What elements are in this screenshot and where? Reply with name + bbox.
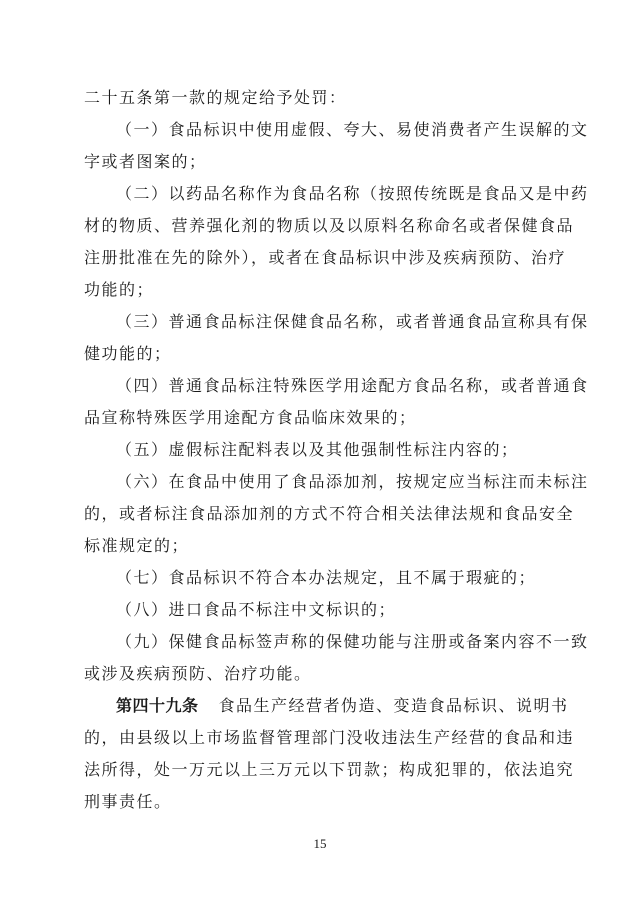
list-item-2-line-4: 功能的； — [84, 280, 155, 299]
article-49-line-1 — [84, 690, 569, 722]
text-line: 二十五条第一款的规定给予处罚： — [84, 88, 347, 107]
list-item-2-line-3: 注册批准在先的除外），或者在食品标识中涉及疾病预防、治疗 — [84, 248, 567, 267]
list-item-6-line-2: 的，或者标注食品添加剂的方式不符合相关法律法规和食品安全 — [84, 504, 575, 523]
article-49-line-4: 刑事责任。 — [84, 792, 172, 811]
list-item-3-line-1: （三）普通食品标注保健食品名称，或者普通食品宣称具有保 — [116, 312, 589, 331]
list-item-4-line-2: 品宣称特殊医学用途配方食品临床效果的； — [84, 408, 417, 427]
list-item-9-line-2: 或涉及疾病预防、治疗功能。 — [84, 664, 312, 683]
list-item-6-line-3: 标准规定的； — [84, 536, 190, 555]
list-item-9-line-1: （九）保健食品标签声称的保健功能与注册或备案内容不一致 — [116, 632, 589, 651]
list-item-6-line-1: （六）在食品中使用了食品添加剂，按规定应当标注而未标注 — [116, 472, 589, 491]
article-49-line-2: 的，由县级以上市场监督管理部门没收违法生产经营的食品和违 — [84, 728, 575, 747]
article-number: 第四十九条 — [116, 696, 199, 715]
list-item-4-line-1: （四）普通食品标注特殊医学用途配方食品名称，或者普通食 — [116, 376, 589, 395]
article-49-line-3: 法所得，处一万元以上三万元以下罚款；构成犯罪的，依法追究 — [84, 760, 575, 779]
list-item-5-line-1: （五）虚假标注配料表以及其他强制性标注内容的； — [116, 440, 519, 459]
list-item-7-line-1: （七）食品标识不符合本办法规定，且不属于瑕疵的； — [116, 568, 537, 587]
list-item-3-line-2: 健功能的； — [84, 344, 172, 363]
document-body — [84, 82, 589, 818]
list-item-2-line-2: 材的物质、营养强化剂的物质以及以原料名称命名或者保健食品 — [84, 216, 575, 235]
list-item-1-line-2: 字或者图案的； — [84, 152, 207, 171]
article-49-text: 食品生产经营者伪造、变造食品标识、说明书 — [218, 696, 569, 715]
page-number: 15 — [313, 836, 327, 851]
list-item-2-line-1: （二）以药品名称作为食品名称（按照传统既是食品又是中药 — [116, 184, 589, 203]
list-item-8-line-1: （八）进口食品不标注中文标识的； — [116, 600, 397, 619]
list-item-1-line-1: （一）食品标识中使用虚假、夸大、易使消费者产生误解的文 — [116, 120, 589, 139]
